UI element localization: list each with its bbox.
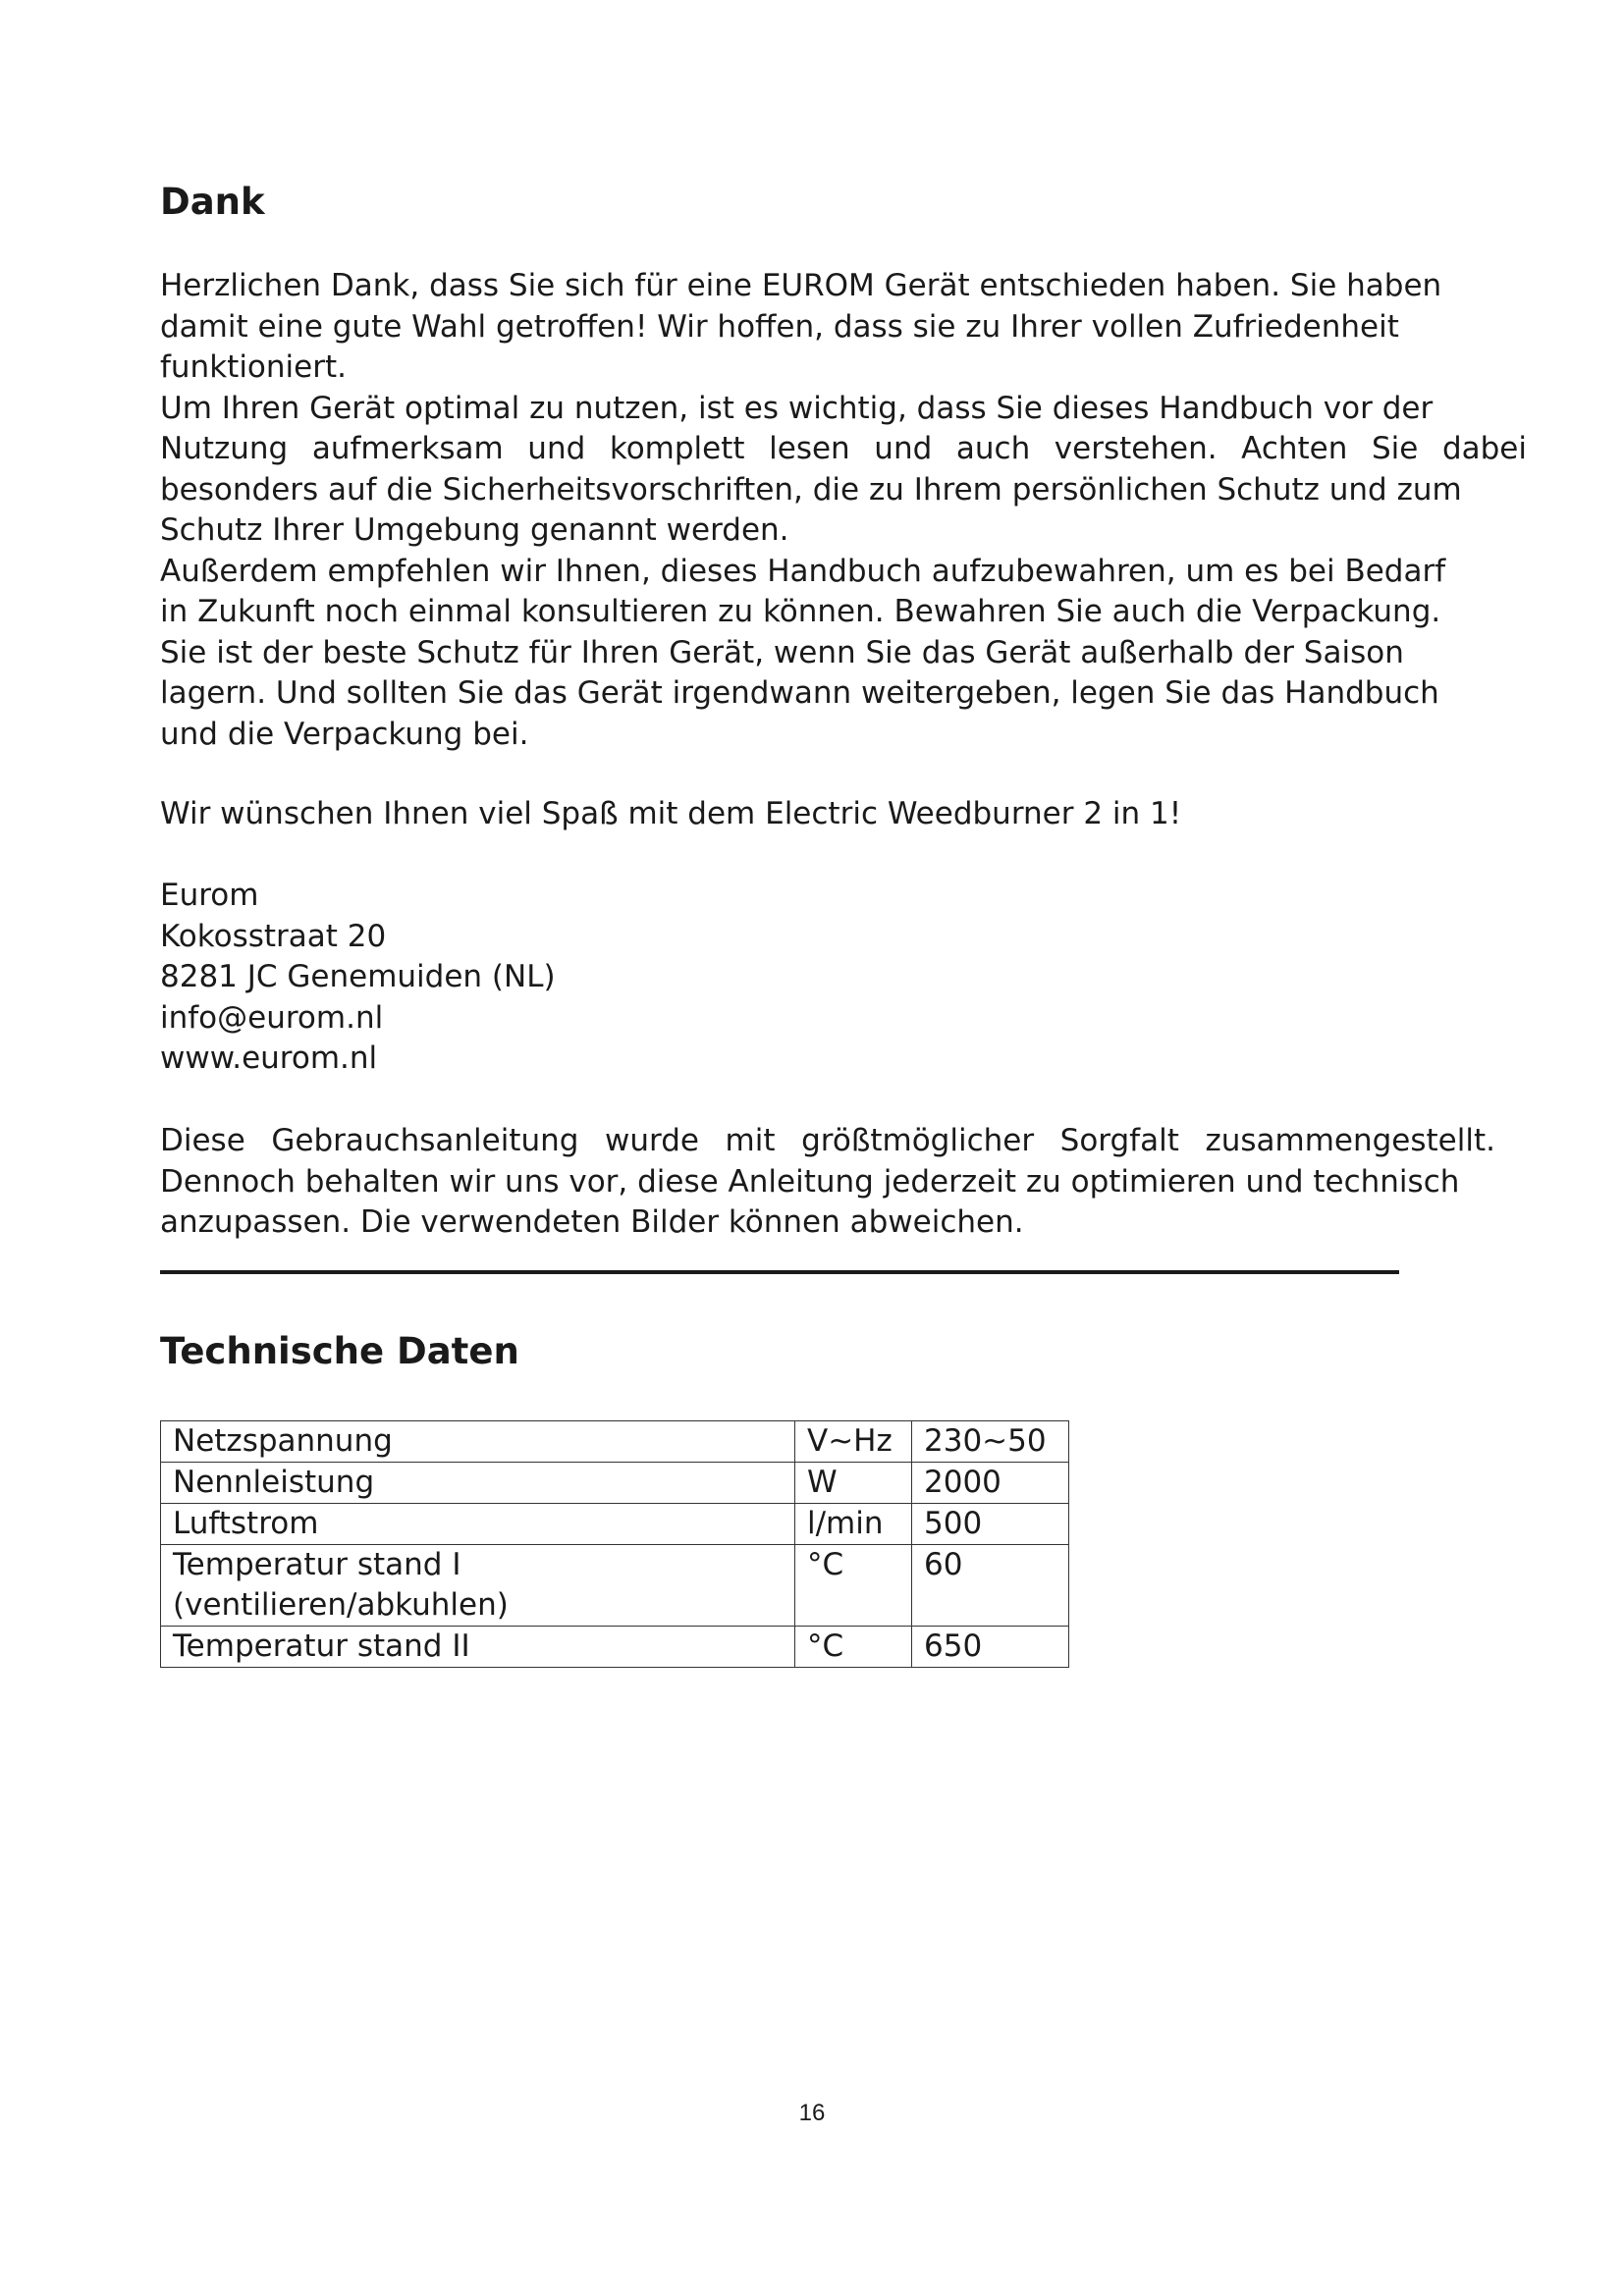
website-address: www.eurom.nl: [160, 1041, 378, 1076]
spec-unit: °C: [795, 1627, 912, 1668]
spec-label-line: Temperatur stand I: [173, 1547, 461, 1582]
spec-value: 2000: [912, 1463, 1069, 1504]
spec-value: 60: [912, 1545, 1069, 1627]
intro-paragraph-3: [160, 552, 1527, 756]
spec-value: 650: [912, 1627, 1069, 1668]
street-address: Kokosstraat 20: [160, 918, 387, 954]
wish-text: Wir wünschen Ihnen viel Spaß mit dem Electric Weedburner 2 in 1!: [160, 796, 1182, 831]
text-line: Schutz Ihrer Umgebung genannt werden.: [160, 512, 789, 548]
intro-paragraph-1: [160, 266, 1527, 389]
text-line: Dennoch behalten wir uns vor, diese Anleitung jederzeit zu optimieren und technisch: [160, 1163, 1460, 1200]
spec-value: 500: [912, 1504, 1069, 1545]
disclaimer-text: [160, 1121, 1495, 1244]
table-row: [161, 1545, 1069, 1627]
text-line: Um Ihren Gerät optimal zu nutzen, ist es wichtig, dass Sie dieses Handbuch vor der: [160, 390, 1434, 426]
intro-paragraph-2: [160, 389, 1527, 552]
email-address: info@eurom.nl: [160, 999, 384, 1036]
city-address: 8281 JC Genemuiden (NL): [160, 959, 556, 994]
text-line: damit eine gute Wahl getroffen! Wir hoffen, dass sie zu Ihrer vollen Zufriedenheit: [160, 308, 1399, 345]
spec-label: [161, 1545, 795, 1627]
text-line: besonders auf die Sicherheitsvorschriften, die zu Ihrem persönlichen Schutz und zum: [160, 471, 1462, 507]
table-row: [161, 1463, 1069, 1504]
page-number: 16: [798, 2100, 826, 2126]
text-line: funktioniert.: [160, 349, 347, 385]
text-line: und die Verpackung bei.: [160, 716, 529, 752]
spec-label: Netzspannung: [161, 1421, 795, 1463]
spec-label: Nennleistung: [161, 1463, 795, 1504]
section-divider: [160, 1270, 1399, 1274]
spec-label-line: (ventilieren/abkuhlen): [173, 1587, 509, 1623]
table-row: [161, 1627, 1069, 1668]
text-line: Herzlichen Dank, dass Sie sich für eine EUROM Gerät entschieden haben. Sie haben: [160, 268, 1442, 303]
spec-label: Temperatur stand II: [161, 1627, 795, 1668]
spec-unit: W: [795, 1463, 912, 1504]
table-row: [161, 1504, 1069, 1545]
text-line: Sie ist der beste Schutz für Ihren Gerät, wenn Sie das Gerät außerhalb der Saison: [160, 634, 1404, 670]
table-row: [161, 1421, 1069, 1463]
text-line: Außerdem empfehlen wir Ihnen, dieses Handbuch aufzubewahren, um es bei Bedarf: [160, 553, 1446, 589]
company-name: Eurom: [160, 878, 259, 913]
specs-table: [160, 1420, 1069, 1668]
spec-unit: °C: [795, 1545, 912, 1627]
text-line: anzupassen. Die verwendeten Bilder können abweichen.: [160, 1204, 1024, 1240]
spec-unit: l/min: [795, 1504, 912, 1545]
text-line: Nutzung aufmerksam und komplett lesen und auch verstehen. Achten Sie dabei: [160, 431, 1527, 466]
text-line: Diese Gebrauchsanleitung wurde mit größtmöglicher Sorgfalt zusammengestellt.: [160, 1123, 1495, 1158]
spec-value: 230~50: [912, 1421, 1069, 1463]
section-title-technische-daten: Technische Daten: [160, 1330, 519, 1372]
intro-text: [160, 266, 1527, 755]
text-line: lagern. Und sollten Sie das Gerät irgendwann weitergeben, legen Sie das Handbuch: [160, 675, 1439, 711]
section-title-dank: Dank: [160, 181, 265, 223]
company-address: [160, 876, 556, 1080]
spec-label: Luftstrom: [161, 1504, 795, 1545]
spec-unit: V~Hz: [795, 1421, 912, 1463]
text-line: in Zukunft noch einmal konsultieren zu können. Bewahren Sie auch die Verpackung.: [160, 594, 1441, 629]
